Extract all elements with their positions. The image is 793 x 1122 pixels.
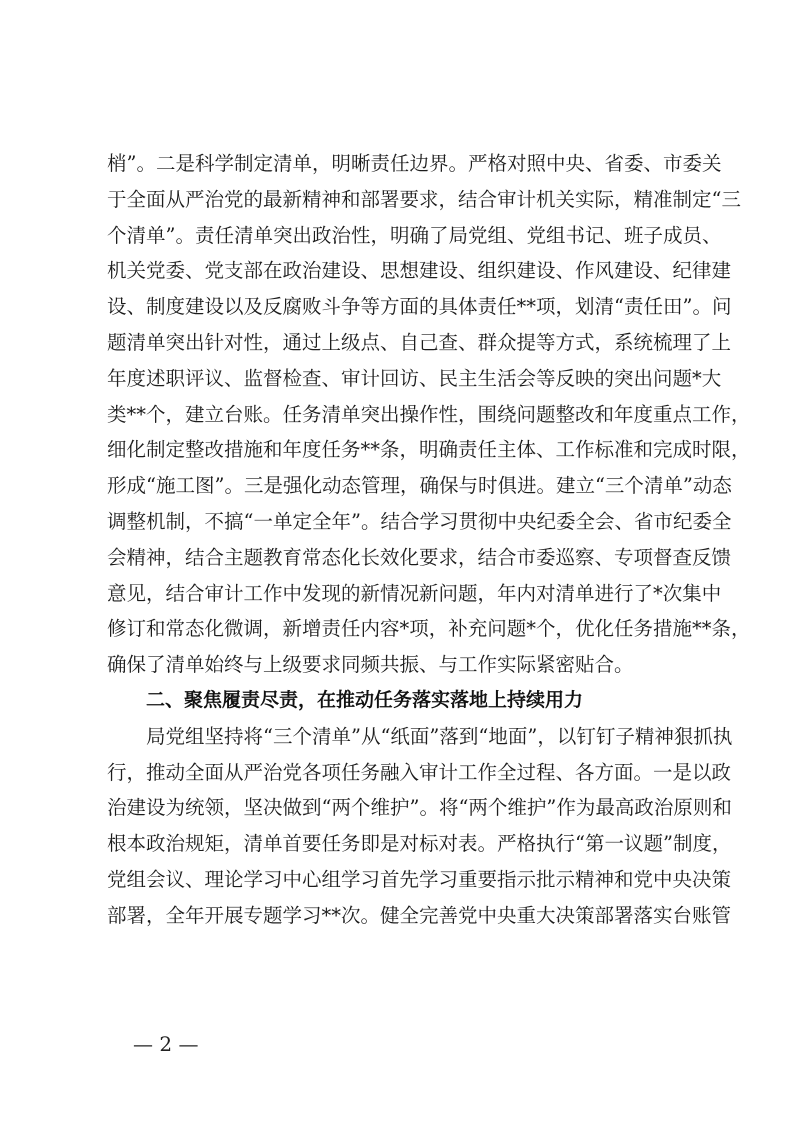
body-line: 题清单突出针对性，通过上级点、自己查、群众提等方式，系统梳理了上 [107, 330, 732, 354]
section-heading: 二、聚焦履责尽责，在推动任务落实落地上持续用力 [146, 688, 584, 711]
body-line: 调整机制，不搞“一单定全年”。结合学习贯彻中央纪委全会、省市纪委全 [107, 509, 732, 533]
body-line: 局党组坚持将“三个清单”从“纸面”落到“地面”，以钉钉子精神狠抓执 [146, 724, 733, 748]
body-line: 治建设为统领，坚决做到“两个维护”。将“两个维护”作为最高政治原则和 [107, 796, 732, 820]
body-line: 部署，全年开展专题学习**次。健全完善党中央重大决策部署落实台账管 [107, 903, 732, 927]
body-line: 行，推动全面从严治党各项任务融入审计工作全过程、各方面。一是以政 [107, 760, 732, 784]
body-line: 细化制定整改措施和年度任务**条，明确责任主体、工作标准和完成时限， [107, 438, 751, 462]
page-number: — 2 — [133, 1032, 199, 1056]
document-body [107, 146, 751, 934]
body-line: 修订和常态化微调，新增责任内容*项，补充问题*个，优化任务措施**条， [107, 617, 751, 641]
body-line: 设、制度建设以及反腐败斗争等方面的具体责任**项，划清“责任田”。问 [107, 295, 732, 319]
body-line: 党组会议、理论学习中心组学习首先学习重要指示批示精神和党中央决策 [107, 867, 732, 891]
body-line: 确保了清单始终与上级要求同频共振、与工作实际紧密贴合。 [107, 653, 634, 677]
body-line: 意见，结合审计工作中发现的新情况新问题，年内对清单进行了*次集中 [107, 581, 722, 605]
body-line: 根本政治规矩，清单首要任务即是对标对表。严格执行“第一议题”制度， [107, 832, 732, 856]
body-line: 类**个，建立台账。任务清单突出操作性，围绕问题整改和年度重点工作， [107, 402, 751, 426]
body-line: 形成“施工图”。三是强化动态管理，确保与时俱进。建立“三个清单”动态 [107, 474, 732, 498]
body-line: 会精神，结合主题教育常态化长效化要求，结合市委巡察、专项督查反馈 [107, 545, 732, 569]
body-line: 于全面从严治党的最新精神和部署要求，结合审计机关实际，精准制定“三 [107, 187, 741, 211]
body-line: 机关党委、党支部在政治建设、思想建设、组织建设、作风建设、纪律建 [107, 259, 732, 283]
body-line: 梢”。二是科学制定清单，明晰责任边界。严格对照中央、省委、市委关 [107, 152, 722, 175]
body-line: 个清单”。责任清单突出政治性，明确了局党组、党组书记、班子成员、 [107, 223, 722, 247]
body-line: 年度述职评议、监督检查、审计回访、民主生活会等反映的突出问题*大 [107, 366, 722, 390]
